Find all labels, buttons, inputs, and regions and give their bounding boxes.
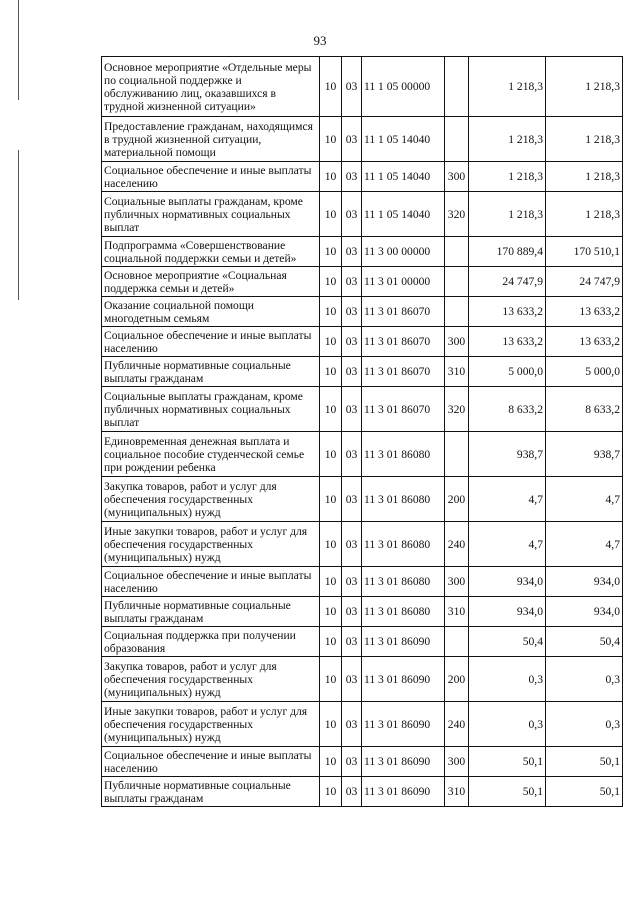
table-row [102, 192, 623, 237]
amount-second: 934,0 [546, 567, 623, 597]
target-article-code: 11 3 01 86080 [362, 597, 445, 627]
table-row [102, 522, 623, 567]
target-article-code: 11 1 05 00000 [362, 57, 445, 117]
expense-type-code: 310 [445, 777, 469, 807]
subsection-code: 03 [342, 597, 362, 627]
amount-first: 13 633,2 [469, 297, 546, 327]
amount-second: 50,4 [546, 627, 623, 657]
subsection-code: 03 [342, 357, 362, 387]
amount-first: 50,4 [469, 627, 546, 657]
subsection-code: 03 [342, 387, 362, 432]
section-code: 10 [320, 702, 342, 747]
amount-first: 170 889,4 [469, 237, 546, 267]
item-name: Иные закупки товаров, работ и услуг для обеспечения государственных (муниципальных) нужд [102, 702, 320, 747]
section-code: 10 [320, 357, 342, 387]
item-name: Оказание социальной помощи многодетным семьям [102, 297, 320, 327]
subsection-code: 03 [342, 237, 362, 267]
table-row [102, 357, 623, 387]
section-code: 10 [320, 387, 342, 432]
amount-first: 13 633,2 [469, 327, 546, 357]
item-name: Закупка товаров, работ и услуг для обеспечения государственных (муниципальных) нужд [102, 477, 320, 522]
target-article-code: 11 1 05 14040 [362, 117, 445, 162]
expense-type-code: 300 [445, 747, 469, 777]
target-article-code: 11 1 05 14040 [362, 162, 445, 192]
table-row [102, 567, 623, 597]
section-code: 10 [320, 777, 342, 807]
table-row [102, 597, 623, 627]
table-row [102, 237, 623, 267]
amount-second: 4,7 [546, 522, 623, 567]
subsection-code: 03 [342, 777, 362, 807]
amount-first: 1 218,3 [469, 192, 546, 237]
item-name: Единовременная денежная выплата и социальное пособие студенческой семье при рождении ребенка [102, 432, 320, 477]
expense-type-code: 310 [445, 597, 469, 627]
table-row [102, 297, 623, 327]
section-code: 10 [320, 237, 342, 267]
amount-second: 1 218,3 [546, 117, 623, 162]
amount-second: 0,3 [546, 657, 623, 702]
table-row [102, 432, 623, 477]
section-code: 10 [320, 597, 342, 627]
amount-first: 4,7 [469, 477, 546, 522]
target-article-code: 11 3 01 86090 [362, 702, 445, 747]
table-row [102, 657, 623, 702]
item-name: Публичные нормативные социальные выплаты гражданам [102, 597, 320, 627]
item-name: Основное мероприятие «Социальная поддержка семьи и детей» [102, 267, 320, 297]
expense-type-code: 300 [445, 567, 469, 597]
amount-first: 934,0 [469, 597, 546, 627]
table-row [102, 117, 623, 162]
expense-type-code: 300 [445, 162, 469, 192]
table-row [102, 267, 623, 297]
item-name: Социальное обеспечение и иные выплаты населению [102, 567, 320, 597]
expense-type-code: 200 [445, 477, 469, 522]
subsection-code: 03 [342, 297, 362, 327]
expense-type-code: 320 [445, 387, 469, 432]
subsection-code: 03 [342, 747, 362, 777]
item-name: Публичные нормативные социальные выплаты гражданам [102, 777, 320, 807]
budget-table [101, 56, 623, 807]
target-article-code: 11 3 01 86090 [362, 657, 445, 702]
subsection-code: 03 [342, 477, 362, 522]
amount-first: 8 633,2 [469, 387, 546, 432]
amount-second: 1 218,3 [546, 192, 623, 237]
target-article-code: 11 3 01 00000 [362, 267, 445, 297]
subsection-code: 03 [342, 702, 362, 747]
subsection-code: 03 [342, 117, 362, 162]
amount-second: 938,7 [546, 432, 623, 477]
table-row [102, 387, 623, 432]
amount-second: 5 000,0 [546, 357, 623, 387]
amount-second: 13 633,2 [546, 297, 623, 327]
table-row [102, 477, 623, 522]
expense-type-code: 240 [445, 522, 469, 567]
target-article-code: 11 3 01 86090 [362, 777, 445, 807]
amount-second: 4,7 [546, 477, 623, 522]
target-article-code: 11 3 01 86090 [362, 747, 445, 777]
target-article-code: 11 3 01 86080 [362, 477, 445, 522]
expense-type-code: 320 [445, 192, 469, 237]
subsection-code: 03 [342, 432, 362, 477]
amount-second: 1 218,3 [546, 162, 623, 192]
table-row [102, 777, 623, 807]
expense-type-code [445, 627, 469, 657]
section-code: 10 [320, 267, 342, 297]
item-name: Социальное обеспечение и иные выплаты населению [102, 747, 320, 777]
amount-first: 1 218,3 [469, 162, 546, 192]
subsection-code: 03 [342, 522, 362, 567]
item-name: Публичные нормативные социальные выплаты гражданам [102, 357, 320, 387]
item-name: Социальное обеспечение и иные выплаты населению [102, 162, 320, 192]
amount-second: 170 510,1 [546, 237, 623, 267]
subsection-code: 03 [342, 627, 362, 657]
expense-type-code [445, 57, 469, 117]
target-article-code: 11 3 01 86080 [362, 522, 445, 567]
section-code: 10 [320, 432, 342, 477]
item-name: Предоставление гражданам, находящимся в трудной жизненной ситуации, материальной помощи [102, 117, 320, 162]
item-name: Социальные выплаты гражданам, кроме публичных нормативных социальных выплат [102, 387, 320, 432]
section-code: 10 [320, 57, 342, 117]
table-row [102, 747, 623, 777]
subsection-code: 03 [342, 657, 362, 702]
item-name: Социальные выплаты гражданам, кроме публичных нормативных социальных выплат [102, 192, 320, 237]
margin-line-lower [18, 150, 19, 300]
item-name: Социальная поддержка при получении образования [102, 627, 320, 657]
subsection-code: 03 [342, 162, 362, 192]
target-article-code: 11 3 01 86070 [362, 387, 445, 432]
expense-type-code: 240 [445, 702, 469, 747]
section-code: 10 [320, 162, 342, 192]
expense-type-code: 310 [445, 357, 469, 387]
subsection-code: 03 [342, 57, 362, 117]
target-article-code: 11 3 01 86080 [362, 567, 445, 597]
amount-second: 50,1 [546, 747, 623, 777]
item-name: Закупка товаров, работ и услуг для обеспечения государственных (муниципальных) нужд [102, 657, 320, 702]
section-code: 10 [320, 627, 342, 657]
amount-second: 934,0 [546, 597, 623, 627]
page-number: 93 [313, 33, 327, 48]
table-row [102, 627, 623, 657]
subsection-code: 03 [342, 192, 362, 237]
subsection-code: 03 [342, 567, 362, 597]
budget-table-body [102, 57, 623, 807]
target-article-code: 11 3 01 86090 [362, 627, 445, 657]
item-name: Подпрограмма «Совершенствование социальной поддержки семьи и детей» [102, 237, 320, 267]
amount-first: 1 218,3 [469, 57, 546, 117]
section-code: 10 [320, 327, 342, 357]
amount-second: 8 633,2 [546, 387, 623, 432]
amount-second: 24 747,9 [546, 267, 623, 297]
amount-first: 934,0 [469, 567, 546, 597]
amount-second: 13 633,2 [546, 327, 623, 357]
target-article-code: 11 3 00 00000 [362, 237, 445, 267]
item-name: Социальное обеспечение и иные выплаты населению [102, 327, 320, 357]
amount-second: 0,3 [546, 702, 623, 747]
section-code: 10 [320, 747, 342, 777]
table-row [102, 327, 623, 357]
expense-type-code [445, 432, 469, 477]
amount-first: 50,1 [469, 777, 546, 807]
section-code: 10 [320, 657, 342, 702]
expense-type-code [445, 117, 469, 162]
section-code: 10 [320, 567, 342, 597]
target-article-code: 11 3 01 86070 [362, 327, 445, 357]
expense-type-code [445, 237, 469, 267]
expense-type-code: 300 [445, 327, 469, 357]
margin-line-upper [18, 0, 19, 100]
item-name: Иные закупки товаров, работ и услуг для обеспечения государственных (муниципальных) нужд [102, 522, 320, 567]
item-name: Основное мероприятие «Отдельные меры по социальной поддержке и обслуживанию лиц, оказавшихся в трудной жизненной ситуации» [102, 57, 320, 117]
amount-first: 50,1 [469, 747, 546, 777]
subsection-code: 03 [342, 327, 362, 357]
target-article-code: 11 3 01 86070 [362, 357, 445, 387]
table-row [102, 57, 623, 117]
target-article-code: 11 3 01 86070 [362, 297, 445, 327]
amount-first: 24 747,9 [469, 267, 546, 297]
amount-first: 4,7 [469, 522, 546, 567]
expense-type-code [445, 297, 469, 327]
section-code: 10 [320, 477, 342, 522]
expense-type-code: 200 [445, 657, 469, 702]
section-code: 10 [320, 522, 342, 567]
expense-type-code [445, 267, 469, 297]
section-code: 10 [320, 192, 342, 237]
target-article-code: 11 3 01 86080 [362, 432, 445, 477]
amount-first: 5 000,0 [469, 357, 546, 387]
amount-second: 1 218,3 [546, 57, 623, 117]
section-code: 10 [320, 117, 342, 162]
table-row [102, 162, 623, 192]
section-code: 10 [320, 297, 342, 327]
amount-first: 1 218,3 [469, 117, 546, 162]
subsection-code: 03 [342, 267, 362, 297]
amount-first: 0,3 [469, 702, 546, 747]
amount-second: 50,1 [546, 777, 623, 807]
amount-first: 938,7 [469, 432, 546, 477]
target-article-code: 11 1 05 14040 [362, 192, 445, 237]
table-row [102, 702, 623, 747]
amount-first: 0,3 [469, 657, 546, 702]
